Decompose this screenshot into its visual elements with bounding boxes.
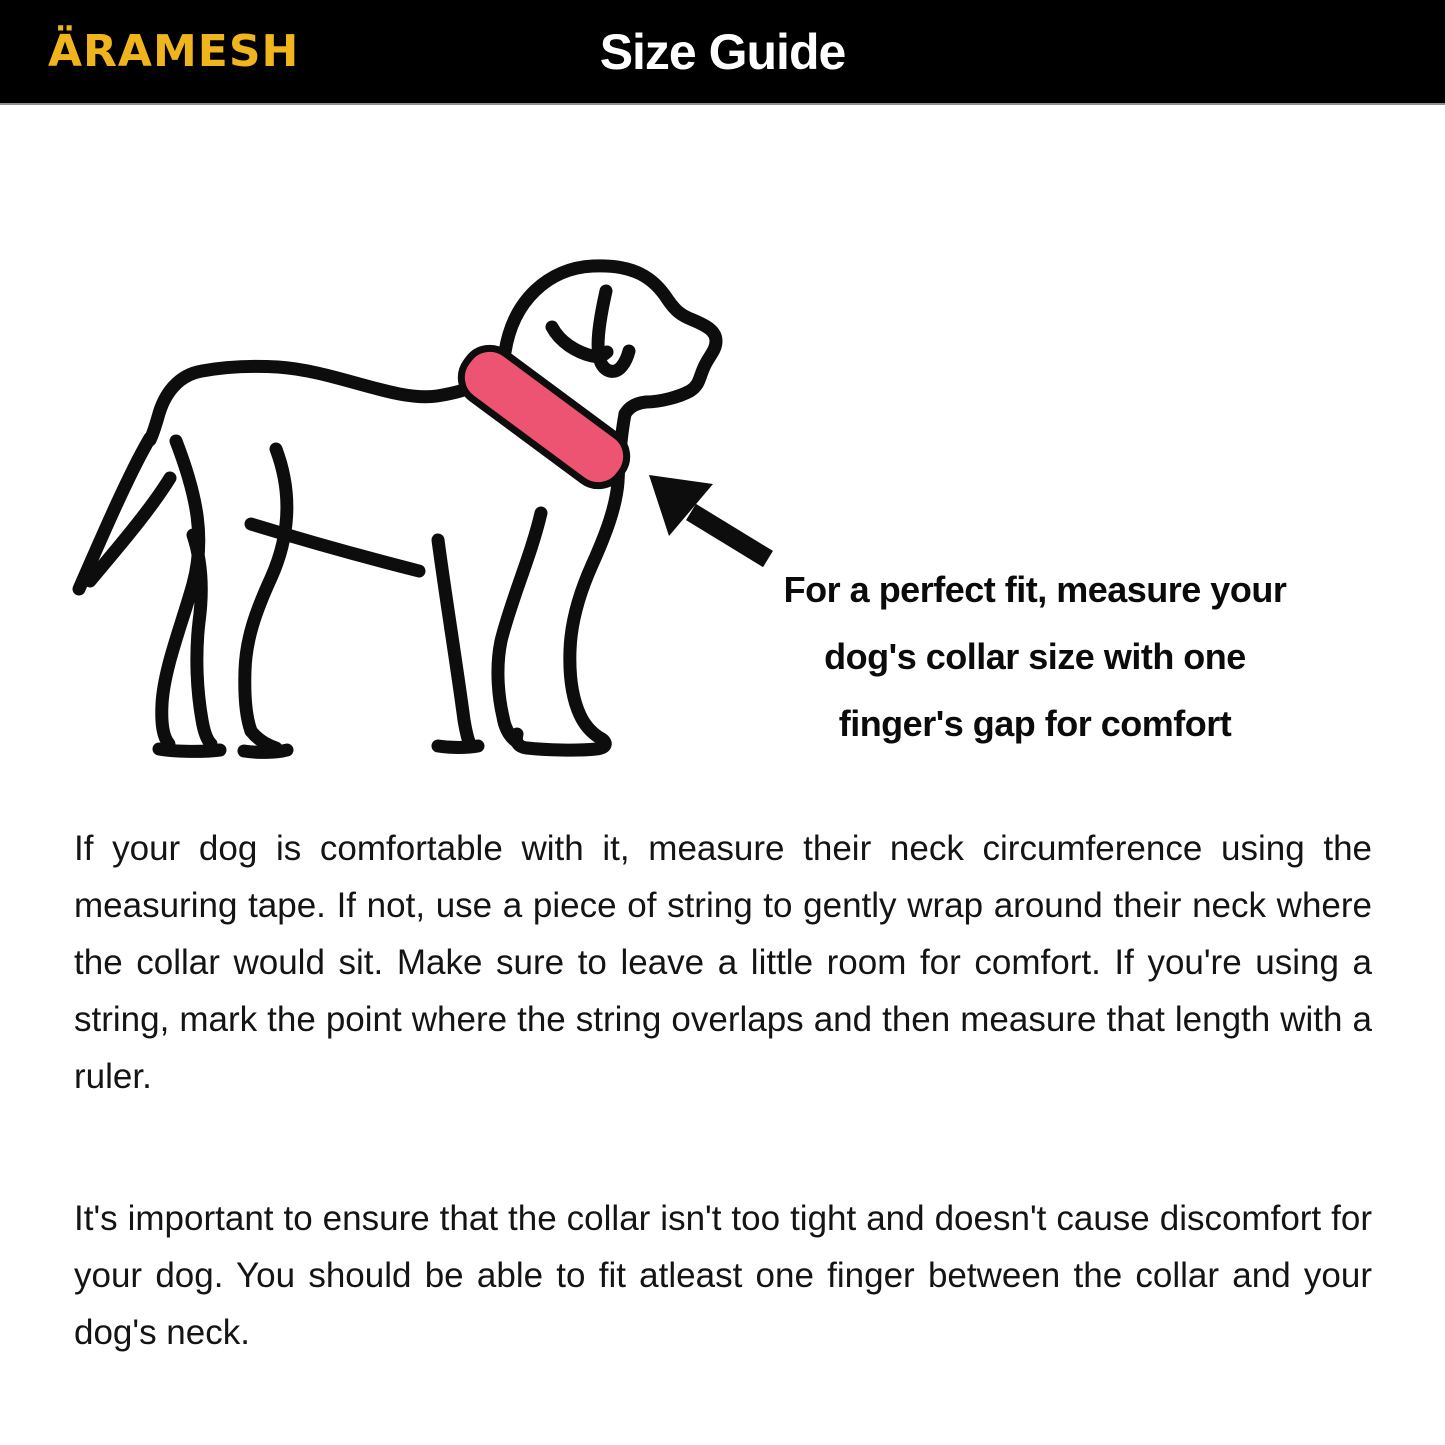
dog-rear-far-paw bbox=[244, 750, 287, 752]
dog-front-far-paw bbox=[438, 746, 478, 748]
dog-front-leg-inner bbox=[498, 513, 541, 742]
page-title: Size Guide bbox=[599, 23, 846, 80]
collar-caption bbox=[745, 556, 1325, 757]
dog-front-far-leg bbox=[438, 540, 470, 744]
fit-warning-paragraph: It's important to ensure that the collar isn't too tight and doesn't cause discomfort for your dog. You should be able to fit atleast one finger between the collar and your dog's neck. bbox=[74, 1199, 1372, 1352]
dog-rear-paw bbox=[159, 749, 220, 751]
body-text bbox=[74, 820, 1372, 1361]
dog-rear-far-leg bbox=[245, 449, 287, 731]
caption-line: For a perfect fit, measure your bbox=[783, 569, 1287, 610]
pointer-arrow-icon bbox=[649, 475, 768, 559]
dog-rear-far-toe bbox=[251, 731, 276, 748]
brand-logo: ÄRAMESH bbox=[48, 26, 300, 77]
dog-collar bbox=[451, 338, 637, 496]
dog-outline bbox=[79, 266, 716, 753]
measure-instructions-paragraph: If your dog is comfortable with it, measure their neck circumference using the measuring tape. If not, use a piece of string to gently wrap around their neck where the collar would sit. Make sure to leave a little room for comfort. If you're using a string, mark the point where the string overlaps and then measure that length with a ruler. bbox=[74, 829, 1372, 1096]
caption-line: finger's gap for comfort bbox=[838, 703, 1232, 744]
dog-rear-leg-inner bbox=[193, 535, 211, 744]
caption-line: dog's collar size with one bbox=[824, 636, 1246, 677]
